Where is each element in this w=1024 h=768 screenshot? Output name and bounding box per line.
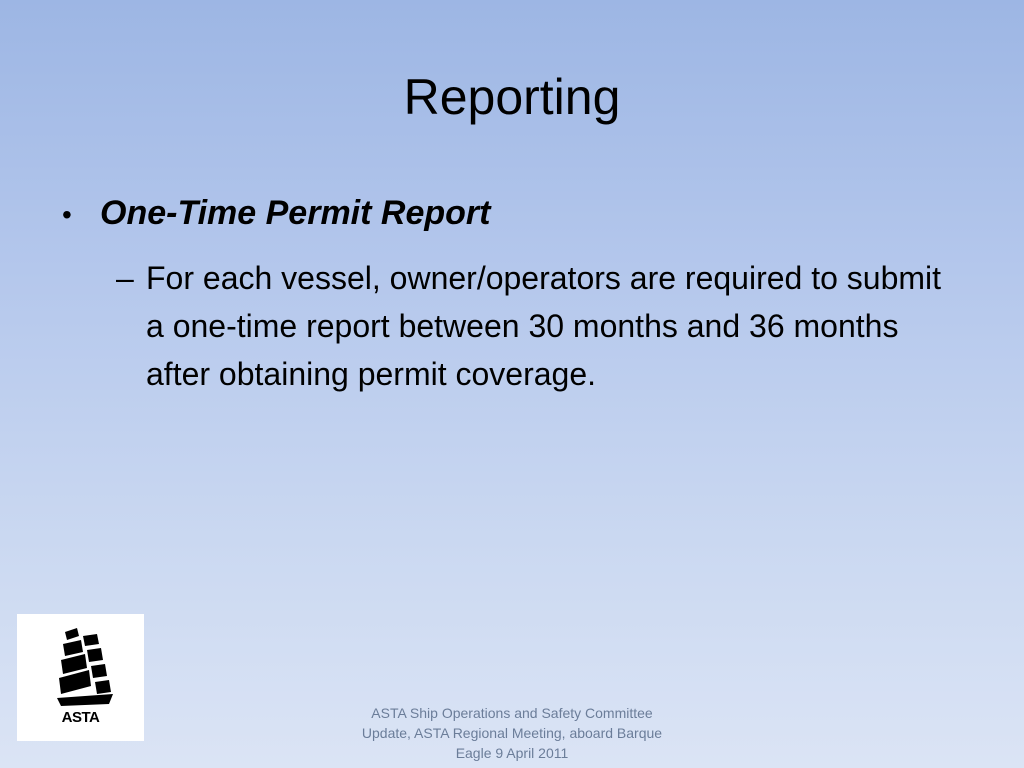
sub-bullet-symbol: –	[116, 260, 134, 296]
bullet-heading: One-Time Permit Report	[100, 194, 491, 232]
bullet-item	[62, 190, 490, 236]
logo-text: ASTA	[61, 709, 100, 726]
sub-bullet-item	[116, 254, 976, 398]
slide-title: Reporting	[403, 69, 621, 125]
sub-bullet-text: For each vessel, owner/operators are required to submit a one-time report between 30 months and 36 months after obtaining permit coverage.	[146, 260, 942, 392]
asta-logo	[17, 614, 144, 741]
bullet-symbol: •	[62, 199, 72, 230]
footer-text: ASTA Ship Operations and Safety Committee Update, ASTA Regional Meeting, aboard Barque Eagle 9 April 2011	[361, 705, 663, 761]
